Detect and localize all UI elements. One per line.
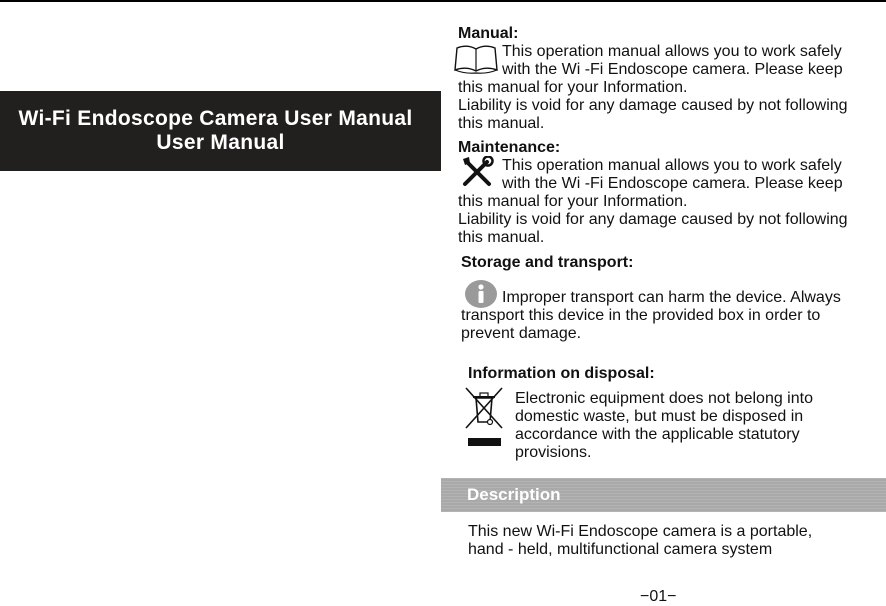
manual-line-1: This operation manual allows you to work safely [502,43,842,60]
manual-heading: Manual: [458,25,519,42]
storage-line-2: transport this device in the provided box in order to [461,307,821,324]
maintenance-line-5: this manual. [458,229,545,246]
disposal-line-3: accordance with the applicable statutory [515,426,800,443]
maintenance-line-1: This operation manual allows you to work safely [502,157,842,174]
open-book-icon [453,44,499,76]
cover-band [0,91,441,171]
cover-title: Wi-Fi Endoscope Camera User Manual [18,107,413,130]
disposal-heading: Information on disposal: [468,365,655,382]
cover-subtitle: User Manual [156,131,285,154]
maintenance-line-4: Liability is void for any damage caused by not following [458,211,848,228]
disposal-line-1: Electronic equipment does not belong into [515,390,813,407]
storage-heading: Storage and transport: [461,254,634,271]
top-rule [0,0,886,2]
maintenance-heading: Maintenance: [458,139,561,156]
maintenance-line-2: with the Wi -Fi Endoscope camera. Please keep [502,175,843,192]
description-line-1: This new Wi-Fi Endoscope camera is a portable, [468,523,813,540]
maintenance-line-3: this manual for your Information. [458,193,688,210]
disposal-line-2: domestic waste, but must be disposed in [515,408,804,425]
description-line-2: hand - held, multifunctional camera system [468,541,773,558]
disposal-line-4: provisions. [515,444,592,461]
manual-line-2: with the Wi -Fi Endoscope camera. Please keep [502,61,843,78]
manual-line-3: this manual for your Information. [458,79,688,96]
manual-line-4: Liability is void for any damage caused by not following [458,97,848,114]
crossed-bin-icon [462,384,506,452]
storage-line-3: prevent damage. [461,325,582,342]
storage-line-1: Improper transport can harm the device. Always [502,289,841,306]
description-bar [441,478,886,512]
manual-line-5: this manual. [458,115,545,132]
info-icon [464,279,498,309]
tools-icon [461,156,495,188]
description-heading: Description [467,485,561,504]
page-number: −01− [640,588,677,605]
